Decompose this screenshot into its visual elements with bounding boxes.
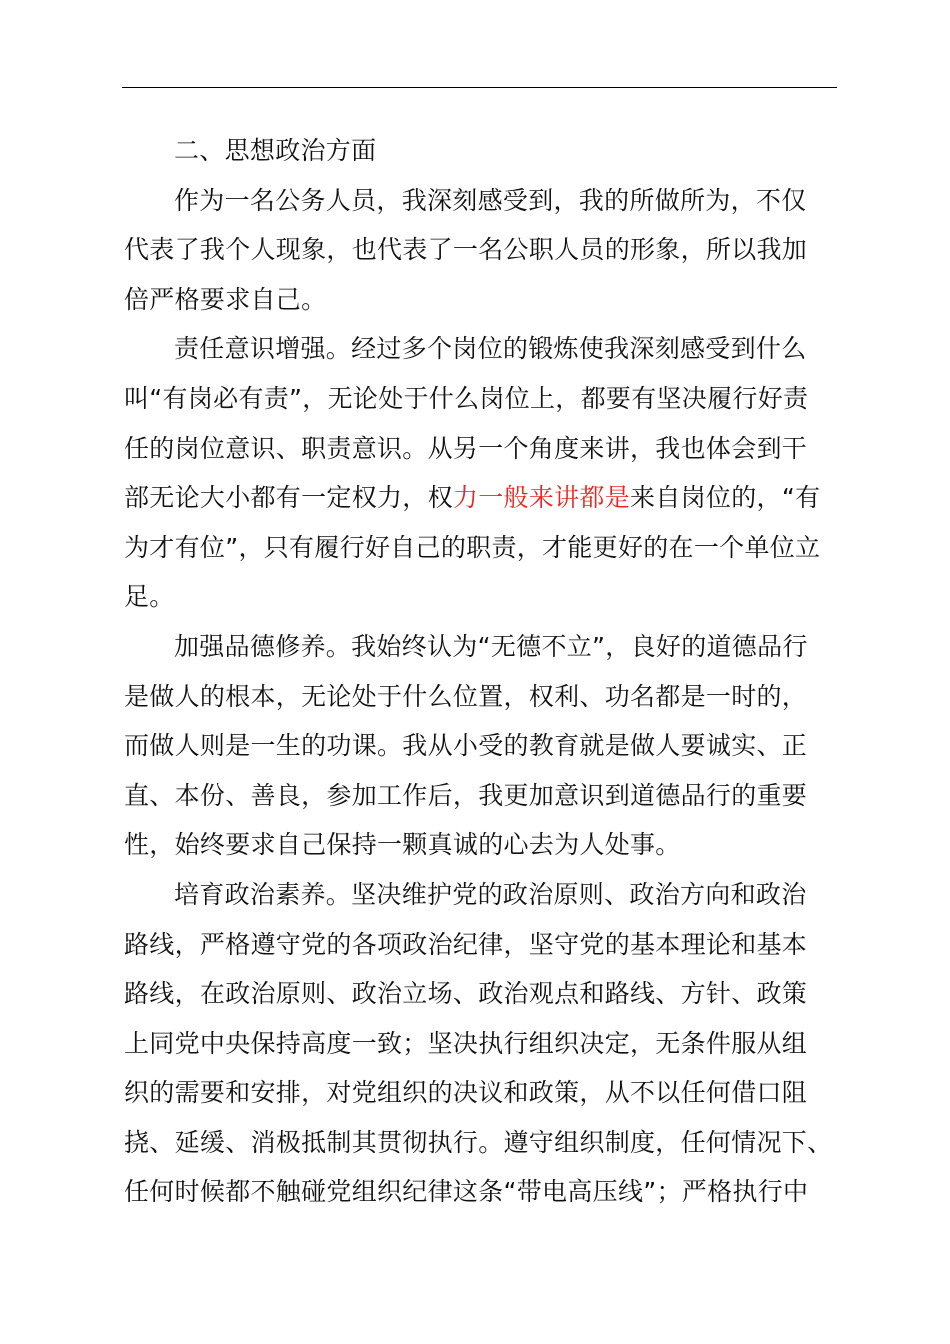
paragraph-line: 倍严格要求自己。	[124, 284, 327, 314]
text-segment: 来自岗位的，“有	[630, 483, 821, 513]
paragraph-line: 路线，严格遵守党的各项政治纪律，坚守党的基本理论和基本	[124, 929, 808, 959]
paragraph-line: 性，始终要求自己保持一颗真诚的心去为人处事。	[124, 830, 681, 860]
text-segment: 部无论大小都有一定权力，权	[124, 483, 453, 513]
header-rule	[122, 87, 837, 88]
paragraph-line-highlighted	[124, 473, 838, 523]
paragraph-line: 加强品德修养。我始终认为“无德不立”，良好的道德品行	[174, 631, 808, 661]
paragraph-line: 直、本份、善良，参加工作后，我更加意识到道德品行的重要	[124, 780, 808, 810]
paragraph-line: 叫“有岗必有责”，无论处于什么岗位上，都要有坚决履行好责	[124, 383, 809, 413]
paragraph-line: 代表了我个人现象，也代表了一名公职人员的形象，所以我加	[124, 235, 808, 265]
paragraph-line: 是做人的根本，无论处于什么位置，权利、功名都是一时的，	[124, 681, 808, 711]
paragraph-line: 为才有位”，只有履行好自己的职责，才能更好的在一个单位立	[124, 532, 821, 562]
paragraph-line: 培育政治素养。坚决维护党的政治原则、政治方向和政治	[174, 879, 807, 909]
paragraph-line: 责任意识增强。经过多个岗位的锻炼使我深刻感受到什么	[174, 334, 807, 364]
paragraph-line: 作为一名公务人员，我深刻感受到，我的所做所为，不仅	[174, 185, 807, 215]
paragraph-line: 织的需要和安排，对党组织的决议和政策，从不以任何借口阻	[124, 1078, 808, 1108]
section-heading: 二、思想政治方面	[174, 136, 377, 165]
body-text	[124, 126, 838, 1217]
paragraph-line: 挠、延缓、消极抵制其贯彻执行。遵守组织制度，任何情况下、	[124, 1127, 833, 1157]
highlighted-text: 力一般来讲都是	[452, 483, 631, 513]
paragraph-line: 足。	[124, 582, 175, 612]
paragraph-line: 任何时候都不触碰党组织纪律这条“带电高压线”；严格执行中	[124, 1177, 809, 1207]
paragraph-line: 而做人则是一生的功课。我从小受的教育就是做人要诚实、正	[124, 731, 808, 761]
paragraph-line: 任的岗位意识、职责意识。从另一个角度来讲，我也体会到干	[124, 433, 808, 463]
paragraph-line: 上同党中央保持高度一致；坚决执行组织决定，无条件服从组	[124, 1028, 808, 1058]
paragraph-line: 路线，在政治原则、政治立场、政治观点和路线、方针、政策	[124, 979, 808, 1009]
